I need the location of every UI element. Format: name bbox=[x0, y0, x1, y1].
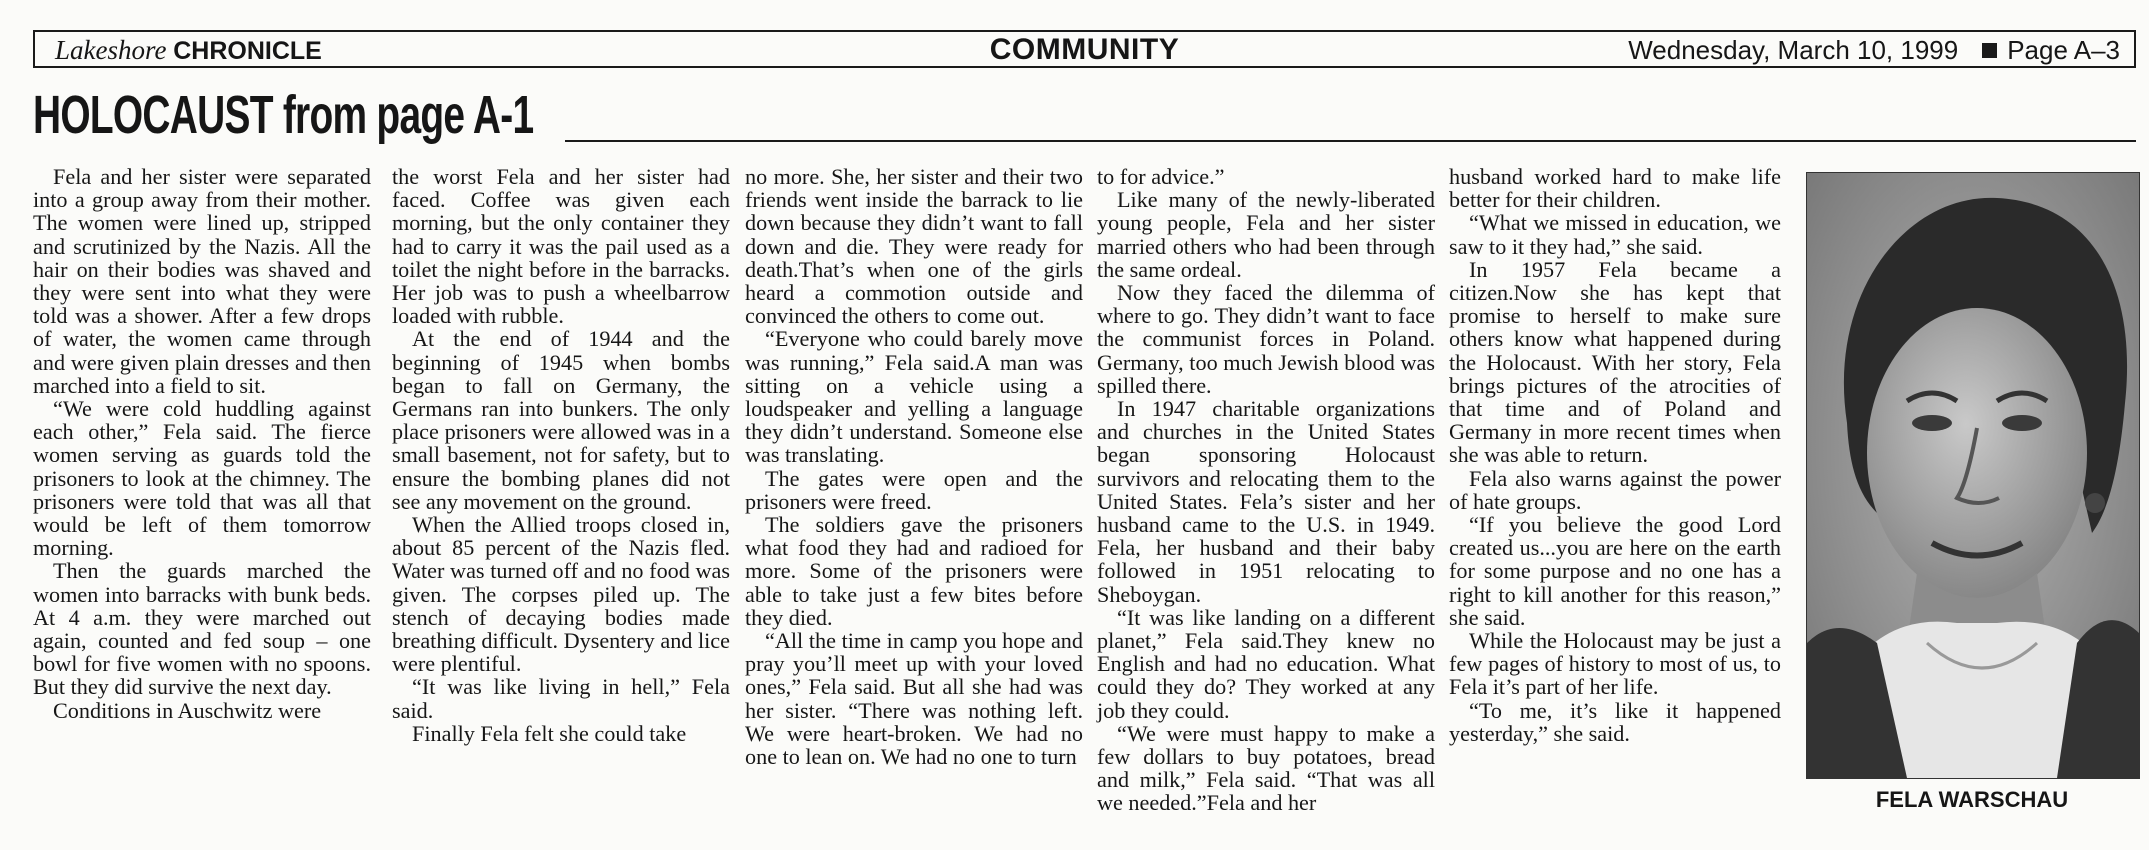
article-column-4 bbox=[1097, 165, 1435, 815]
paragraph: While the Holocaust may be just a few pages of history to most of us, to Fela it’s part of her life. bbox=[1449, 628, 1781, 700]
paragraph: “What we missed in education, we saw to it they had,” she said. bbox=[1449, 210, 1781, 259]
paragraph: Conditions in Auschwitz were bbox=[53, 697, 322, 723]
paragraph: “All the time in camp you hope and pray you’ll meet up with your loved ones,” Fela said. But all she had was her sister. “There was nothing left. We were heart-broken. We had no one to lean on. We had no one to turn bbox=[745, 628, 1083, 770]
paragraph: Then the guards marched the women into barracks with bunk beds. At 4 a.m. they were marched out again, counted and fed soup – one bowl for five women with no spoons. But they did survive the next day. bbox=[33, 558, 371, 700]
section-title: COMMUNITY bbox=[989, 33, 1180, 66]
paragraph: The soldiers gave the prisoners what food they had and radioed for more. Some of the prisoners were able to take just a few bites before they died. bbox=[745, 512, 1083, 630]
paragraph: “We were must happy to make a few dollars to buy potatoes, bread and milk,” Fela said. “That was all we needed.”Fela and her bbox=[1097, 720, 1435, 816]
issue-date: Wednesday, March 10, 1999 bbox=[1628, 35, 1959, 65]
paragraph: no more. She, her sister and their two friends went inside the barrack to lie down because they didn’t want to fall down and die. They were ready for death.That’s when one of the girls heard a commotion outside and convinced the others to come out. bbox=[745, 164, 1083, 329]
page-header bbox=[33, 30, 2136, 68]
paragraph: “It was like landing on a different planet,” Fela said.They knew no English and had no education. What could they do? They worked at any job they could. bbox=[1097, 604, 1435, 723]
paragraph: “Everyone who could barely move was running,” Fela said.A man was sitting on a vehicle using a loudspeaker and yelling a language they didn’t understand. Someone else was translating. bbox=[745, 326, 1083, 468]
paragraph: Fela and her sister were separated into a group away from their mother. The women were lined up, stripped and scrutinized by the Nazis. All the hair on their bodies was shaved and they were sent into what they were told was a shower. After a few drops of water, the women came through and were given plain dresses and then marched into a field to sit. bbox=[33, 164, 371, 398]
paragraph: In 1947 charitable organizations and churches in the United States began sponsoring Holocaust survivors and relocating them to the United States. Fela’s sister and her husband came to the U.S. in 1949. Fela, her husband and their baby followed in 1951 relocating to Sheboygan. bbox=[1097, 396, 1435, 607]
paper-brand: CHRONICLE bbox=[173, 37, 322, 65]
paragraph: “We were cold huddling against each other,” Fela said. The fierce women serving as guards told the prisoners to look at the chimney. The prisoners were told that was all that would be left of them tomorrow morning. bbox=[33, 396, 371, 561]
article-column-1 bbox=[33, 165, 371, 722]
headline-row bbox=[33, 82, 2136, 152]
paragraph: The gates were open and the prisoners were freed. bbox=[745, 465, 1083, 514]
article-column-3 bbox=[745, 165, 1083, 768]
article-headline: HOLOCAUST from page A-1 bbox=[33, 85, 534, 145]
paragraph: the worst Fela and her sister had faced. Coffee was given each morning, but the only container they had to carry it was the pail used as a toilet the night before in the barracks. Her job was to push a wheelbarrow loaded with rubble. bbox=[392, 164, 730, 329]
paragraph: At the end of 1944 and the beginning of 1945 when bombs began to fall on Germany, the Germans ran into bunkers. The only place prisoners were allowed was in a small basement, not for safety, but to ensure the bombing planes did not see any movement on the ground. bbox=[392, 326, 730, 514]
paragraph: “It was like living in hell,” Fela said. bbox=[392, 674, 730, 723]
paper-name: Lakeshore bbox=[55, 35, 167, 65]
paragraph: In 1957 Fela became a citizen.Now she has kept that promise to herself to make sure others know what happened during the Holocaust. With her story, Fela brings pictures of the atrocities of that time and of Poland and Germany in more recent times when she was able to return. bbox=[1449, 256, 1781, 468]
portrait-image bbox=[1807, 173, 2139, 778]
article-column-2 bbox=[392, 165, 730, 745]
page-number: Page A–3 bbox=[2007, 35, 2120, 65]
headline-rule bbox=[565, 140, 2136, 142]
paragraph: Now they faced the dilemma of where to go. They didn’t want to face the communist forces in Poland. Germany, too much Jewish blood was spilled there. bbox=[1097, 280, 1435, 398]
paragraph: Finally Fela felt she could take bbox=[412, 720, 687, 746]
paragraph: husband worked hard to make life better for their children. bbox=[1449, 164, 1781, 213]
paragraph: Fela also warns against the power of hate groups. bbox=[1449, 465, 1781, 514]
paragraph: “To me, it’s like it happened yesterday,” she said. bbox=[1449, 697, 1781, 746]
square-bullet-icon bbox=[1982, 43, 1997, 58]
portrait-photo bbox=[1806, 172, 2140, 779]
paragraph: “If you believe the good Lord created us...you are here on the earth for some purpose and no one has a right to kill another for this reason,” she said. bbox=[1449, 512, 1781, 630]
photo-caption: FELA WARSCHAU bbox=[1875, 787, 2069, 812]
paragraph: When the Allied troops closed in, about 85 percent of the Nazis fled. Water was turned off and no food was given. The corpses piled up. The stench of decaying bodies made breathing difficult. Dysentery and lice were plentiful. bbox=[392, 512, 730, 677]
dateline bbox=[1628, 34, 2120, 66]
paragraph: Like many of the newly-liberated young people, Fela and her sister married others who had been through the same ordeal. bbox=[1097, 187, 1435, 282]
article-column-5 bbox=[1449, 165, 1781, 745]
paragraph: to for advice.” bbox=[1097, 164, 1225, 189]
